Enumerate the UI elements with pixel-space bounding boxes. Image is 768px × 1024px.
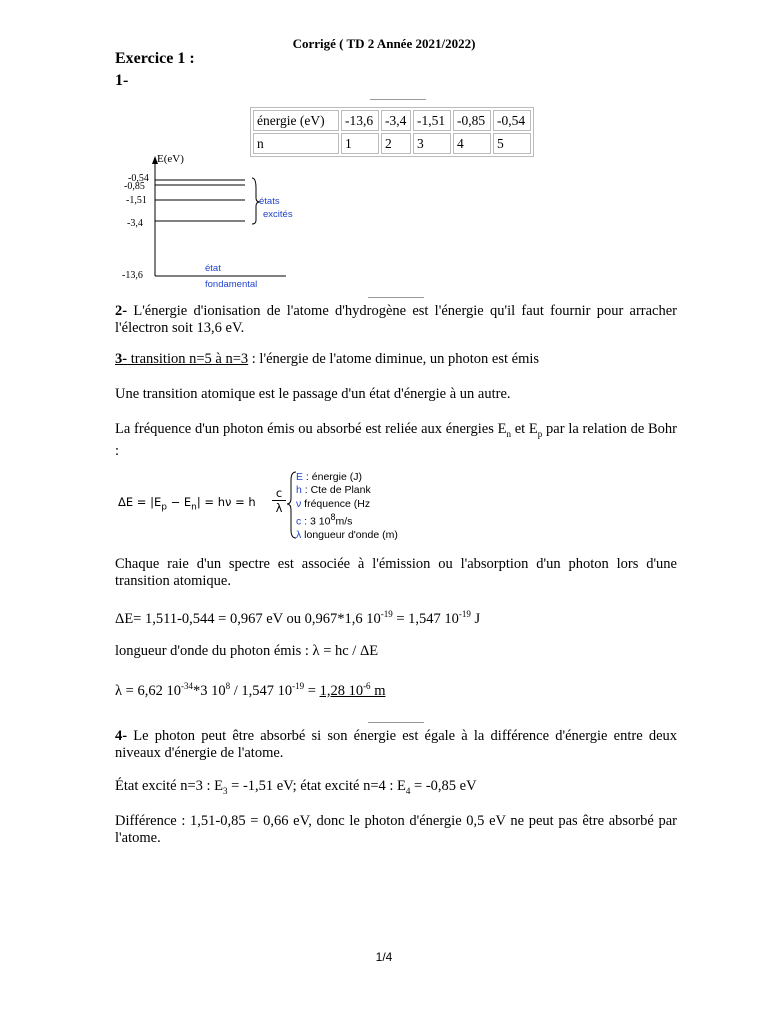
legend-text: longueur d'onde (m) — [301, 528, 398, 541]
text: et E — [510, 421, 538, 437]
subscript: n — [191, 502, 197, 513]
text: λ = 6,62 10 — [115, 682, 181, 699]
excited-label: excités — [263, 209, 293, 220]
legend-row — [296, 498, 398, 511]
question-4 — [115, 728, 677, 762]
difference-conclusion: Différence : 1,51-0,85 = 0,66 eV, donc le photon d'énergie 0,5 eV ne peut pas être absorbé par l'atome. — [115, 813, 677, 846]
table-cell: -1,51 — [413, 110, 451, 131]
separator — [370, 99, 426, 100]
delta-e-calculation — [115, 606, 677, 628]
question-number: 3- — [115, 351, 128, 367]
page-number: 1/4 — [375, 950, 393, 964]
separator — [368, 297, 424, 298]
symbol: E — [296, 471, 304, 483]
transition-text: transition n=5 à n=3 — [127, 351, 249, 367]
subscript: 4 — [405, 785, 411, 796]
lambda-result — [320, 683, 386, 699]
question-3 — [115, 351, 677, 368]
formula-legend — [296, 471, 398, 542]
level-label: -0,85 — [124, 181, 145, 192]
superscript: 8 — [330, 511, 336, 522]
superscript: -19 — [380, 609, 393, 619]
symbol: λ — [296, 528, 302, 541]
text: m — [370, 682, 386, 699]
legend-text: m/s — [335, 515, 353, 528]
legend-row — [296, 511, 398, 529]
text: = -0,85 eV — [410, 778, 477, 794]
ground-label: fondamental — [205, 279, 258, 290]
symbol: c — [296, 515, 302, 528]
question-number: 4- — [115, 728, 128, 744]
fraction-numerator: c — [272, 486, 286, 501]
legend-row — [296, 471, 398, 484]
formula-part: | = hν = h — [196, 495, 256, 509]
symbol: h — [296, 484, 302, 497]
text: 1,28 10 — [319, 682, 364, 699]
text: État excité n=3 : E — [115, 778, 224, 794]
paragraph-transition: Une transition atomique est le passage d'un état d'énergie à un autre. — [115, 386, 511, 402]
superscript: -34 — [180, 681, 193, 691]
superscript: -19 — [458, 609, 471, 619]
legend-text: : Cte de Plank — [301, 484, 371, 497]
exercise-title: Exercice 1 : — [115, 50, 195, 67]
table-cell: 3 — [413, 133, 451, 154]
table-cell: n — [253, 133, 339, 154]
table-cell: 5 — [493, 133, 531, 154]
level-label: -3,4 — [127, 218, 143, 229]
text: J — [470, 610, 481, 627]
superscript: -19 — [292, 681, 305, 691]
paragraph-spectre: Chaque raie d'un spectre est associée à l'émission ou l'absorption d'un photon lors d'une transition atomique. — [115, 556, 677, 589]
ground-label: état — [205, 263, 221, 274]
excited-states — [115, 778, 677, 800]
subscript: 3 — [223, 785, 228, 796]
question-number: 2- — [115, 303, 128, 319]
table-cell: énergie (eV) — [253, 110, 339, 131]
level-label: -13,6 — [122, 270, 143, 281]
table-cell: -13,6 — [341, 110, 379, 131]
table-cell: -0,85 — [453, 110, 491, 131]
excited-label: états — [259, 196, 280, 207]
text: La fréquence d'un photon émis ou absorbé est reliée aux énergies E — [115, 421, 507, 437]
symbol: ν — [296, 497, 302, 510]
table-cell: 2 — [381, 133, 411, 154]
question-text: Le photon peut être absorbé si son énergie est égale à la différence d'énergie entre deux niveaux d'énergie de l'atome. — [115, 728, 677, 761]
question-1-label: 1- — [115, 72, 129, 89]
energy-level-diagram — [110, 148, 310, 290]
superscript: 8 — [225, 681, 231, 691]
lambda-calculation — [115, 678, 677, 700]
text: ΔE= 1,511-0,544 = 0,967 eV ou 0,967*1,6 10 — [115, 610, 381, 627]
text: *3 10 — [192, 682, 226, 699]
subscript: p — [161, 502, 167, 513]
question-text: : l'énergie de l'atome diminue, un photon est émis — [248, 351, 540, 367]
table-cell: 4 — [453, 133, 491, 154]
formula-part: ΔE = |E — [118, 495, 162, 509]
level-label: -1,51 — [126, 195, 147, 206]
subscript: n — [506, 428, 511, 439]
subscript: p — [537, 428, 543, 439]
legend-row — [296, 529, 398, 542]
lambda-definition: longueur d'onde du photon émis : λ = hc / ΔE — [115, 643, 379, 659]
question-text: L'énergie d'ionisation de l'atome d'hydrogène est l'énergie qu'il faut fournir pour arracher l'électron soit 13,6 eV. — [115, 303, 677, 336]
formula-part: − E — [166, 495, 192, 509]
legend-text: : 3 10 — [301, 515, 331, 528]
question-2 — [115, 303, 677, 337]
table-row — [253, 110, 531, 131]
page-header: Corrigé ( TD 2 Année 2021/2022) — [292, 36, 476, 51]
legend-text: fréquence (Hz — [301, 497, 371, 510]
fraction-denominator: λ — [275, 501, 283, 515]
legend-row — [296, 484, 398, 497]
text: par la relation de Bohr : — [115, 421, 678, 459]
table-cell: 1 — [341, 133, 379, 154]
table-cell: -3,4 — [381, 110, 411, 131]
level-label: -0,54 — [128, 173, 149, 184]
text: = -1,51 eV; état excité n=4 : E — [227, 778, 406, 794]
text: = — [304, 682, 320, 699]
axis-label: E(eV) — [157, 153, 184, 165]
superscript: -6 — [363, 681, 371, 691]
separator — [368, 722, 424, 723]
bohr-formula — [118, 495, 256, 512]
table-cell: -0,54 — [493, 110, 531, 131]
paragraph-bohr — [115, 421, 677, 460]
fraction — [272, 486, 286, 515]
text: / 1,547 10 — [230, 682, 293, 699]
legend-text: : énergie (J) — [303, 471, 362, 483]
text: = 1,547 10 — [392, 610, 459, 627]
